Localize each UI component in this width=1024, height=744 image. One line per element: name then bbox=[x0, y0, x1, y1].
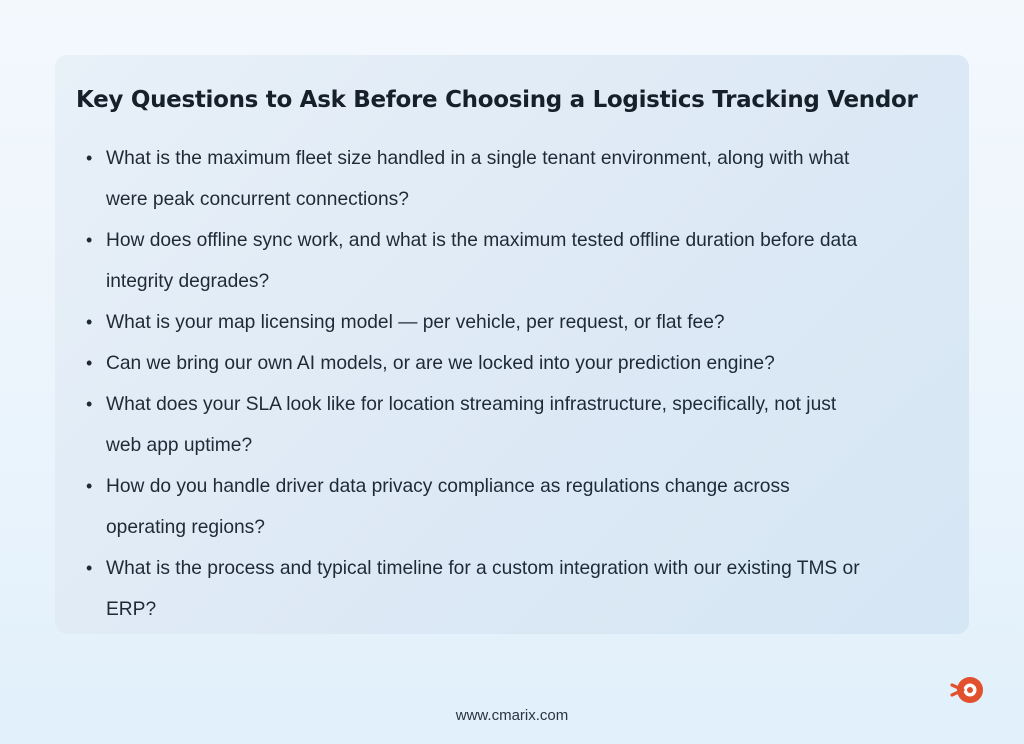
question-text-line: operating regions? bbox=[106, 517, 265, 538]
bullet-icon: • bbox=[86, 476, 93, 496]
bullet-icon: • bbox=[86, 353, 93, 373]
question-item bbox=[76, 138, 949, 220]
question-text-line: were peak concurrent connections? bbox=[106, 189, 409, 210]
footer-url: www.cmarix.com bbox=[455, 707, 569, 724]
question-text-line: What is your map licensing model — per vehicle, per request, or flat fee? bbox=[106, 312, 725, 333]
question-item bbox=[76, 466, 949, 548]
question-text-line: What is the process and typical timeline for a custom integration with our existing TMS or bbox=[106, 558, 860, 579]
question-item bbox=[76, 302, 949, 343]
question-text-line: Can we bring our own AI models, or are we locked into your prediction engine? bbox=[106, 353, 775, 374]
question-text-line: What is the maximum fleet size handled in a single tenant environment, along with what bbox=[106, 148, 850, 169]
bullet-icon: • bbox=[86, 558, 93, 578]
question-text-line: How does offline sync work, and what is the maximum tested offline duration before data bbox=[106, 230, 858, 251]
bullet-icon: • bbox=[86, 148, 93, 168]
question-item bbox=[76, 548, 949, 630]
bullet-icon: • bbox=[86, 230, 93, 250]
card-title: Key Questions to Ask Before Choosing a Logistics Tracking Vendor bbox=[76, 87, 918, 113]
question-text-line: integrity degrades? bbox=[106, 271, 270, 292]
question-item bbox=[76, 220, 949, 302]
question-text-line: How do you handle driver data privacy compliance as regulations change across bbox=[106, 476, 790, 497]
question-text-line: web app uptime? bbox=[106, 435, 253, 456]
bullet-icon: • bbox=[86, 312, 93, 332]
questions-card bbox=[55, 55, 969, 634]
question-text-line: What does your SLA look like for location streaming infrastructure, specifically, not just bbox=[106, 394, 837, 415]
bullet-icon: • bbox=[86, 394, 93, 414]
question-item bbox=[76, 343, 949, 384]
question-list bbox=[76, 138, 949, 630]
question-item bbox=[76, 384, 949, 466]
cmarix-logo-icon bbox=[950, 673, 986, 707]
question-text-line: ERP? bbox=[106, 599, 157, 620]
